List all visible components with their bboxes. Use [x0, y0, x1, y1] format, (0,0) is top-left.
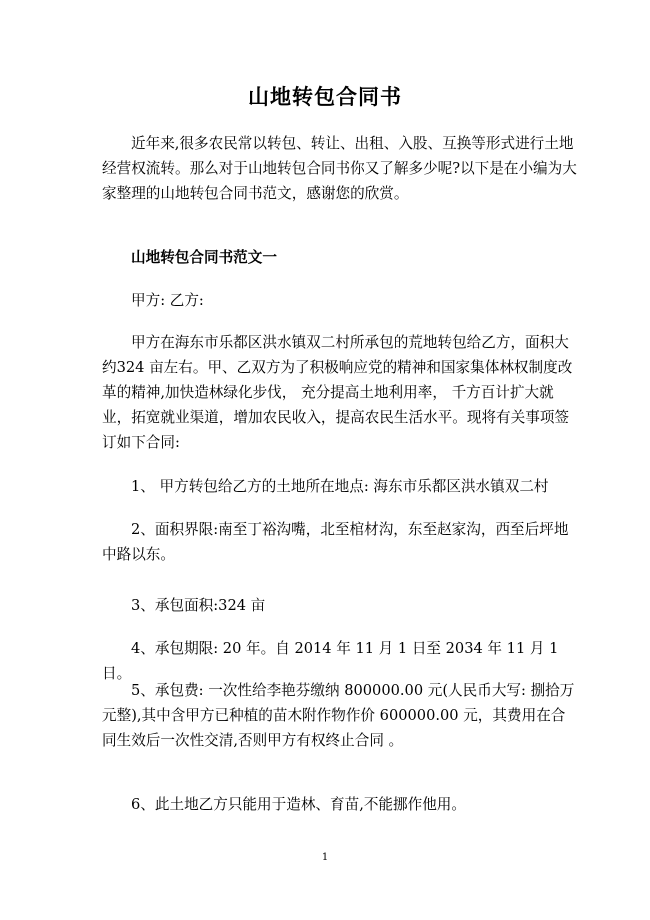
clause-1: 1、 甲方转包给乙方的土地所在地点: 海东市乐都区洪水镇双二村: [131, 478, 549, 495]
preamble-paragraph: 甲方在海东市乐都区洪水镇双二村所承包的荒地转包给乙方，面积大约324 亩左右。甲、乙双方为了积极响应党的精神和国家集体林权制度改革的精神,加快造林绿化步伐， 充分提高土地利用率， 千方百计扩大就业，拓宽就业渠道，增加农民收入，提高农民生活水平。现将有关事项签订如下合同:: [102, 334, 573, 451]
clause-4: 4、承包期限: 20 年。自 2014 年 11 月 1 日至 2034 年 11 月 1 日。: [102, 640, 559, 682]
clause-6: 6、此土地乙方只能用于造林、育苗,不能挪作他用。: [131, 796, 466, 813]
page-number: 1: [321, 852, 329, 863]
section-heading: 山地转包合同书范文一: [131, 249, 277, 266]
clause-2: 2、面积界限:南至丁裕沟嘴，北至棺材沟，东至赵家沟，西至后坪地中路以东。: [102, 521, 569, 563]
parties-line: 甲方: 乙方:: [131, 292, 204, 309]
clause-3: 3、承包面积:324 亩: [131, 597, 266, 614]
document-title: 山地转包合同书: [248, 85, 402, 109]
clause-5: 5、承包费: 一次性给李艳芬缴纳 800000.00 元(人民币大写: 捌拾万元整),其中含甲方已种植的苗木附作物作价 600000.00 元，其费用在合同生效后一次性交清,否则甲方有权终止合同 。: [102, 682, 575, 749]
intro-paragraph: 近年来,很多农民常以转包、转让、出租、入股、互换等形式进行土地经营权流转。那么对于山地转包合同书你又了解多少呢?以下是在小编为大家整理的山地转包合同书范文，感谢您的欣赏。: [102, 135, 577, 202]
